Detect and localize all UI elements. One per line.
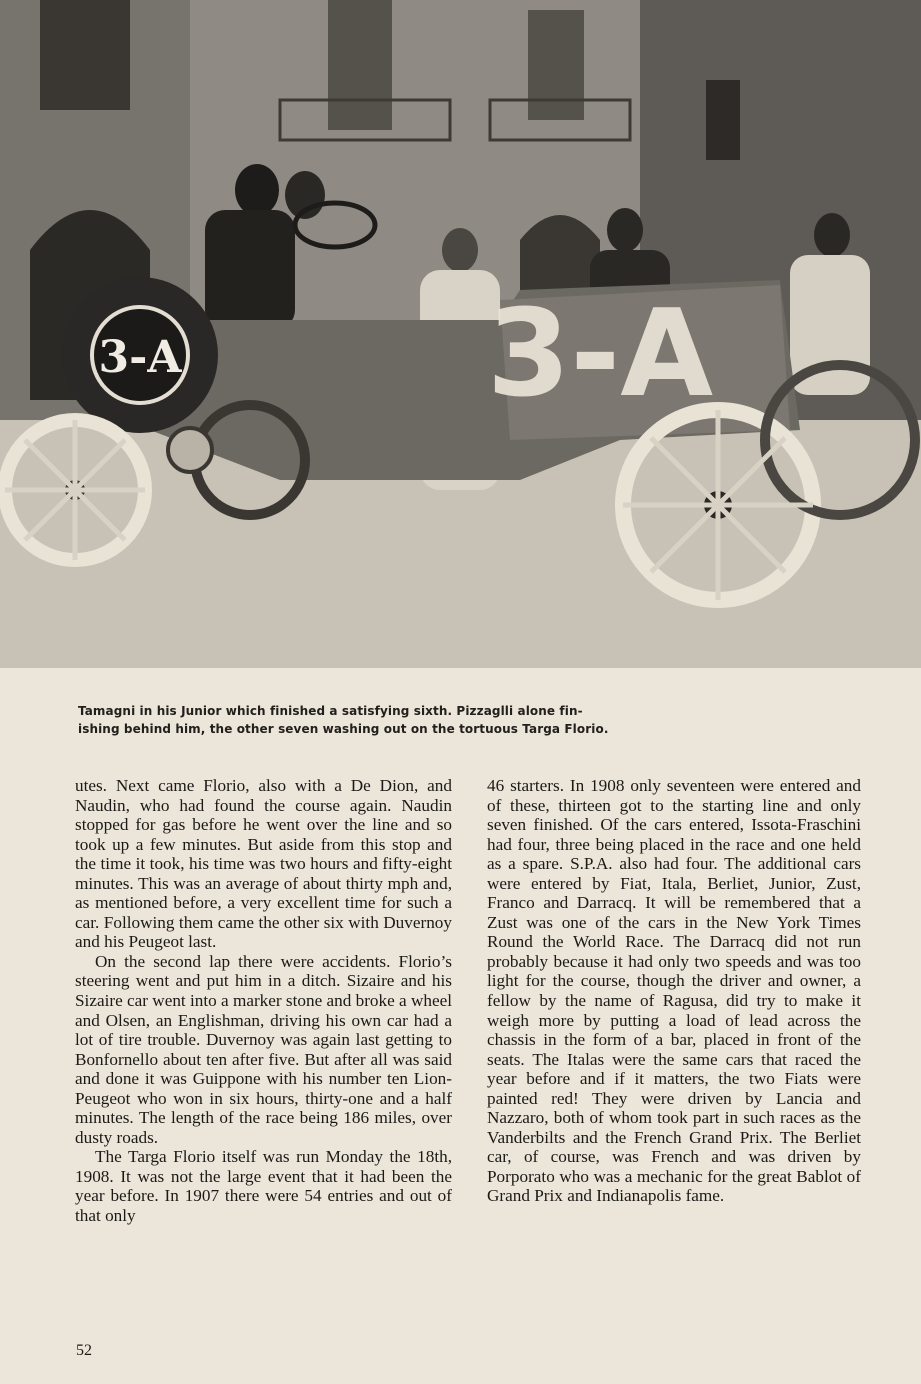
car-number-front: 3-A <box>98 332 182 383</box>
caption-line-1: Tamagni in his Junior which finished a satisfying sixth. Pizzaglli alone fin- <box>78 704 583 718</box>
page-number: 52 <box>76 1342 92 1359</box>
photo-caption <box>78 702 858 738</box>
caption-line-2: ishing behind him, the other seven washing out on the tortuous Targa Florio. <box>78 722 609 736</box>
right-paragraph-1: 46 starters. In 1908 only seventeen were entered and of these, thirteen got to the starting line and only seven finished. Of the cars entered, Issota-Fraschini had four, three being placed in the race and one held as a spare. S.P.A. also had four. The additional cars were entered by Fiat, Itala, Berliet, Junior, Zust, Franco and Darracq. It will be remembered that a Zust was one of the cars in the New York Times Round the World Race. The Darracq did not run probably because it had only two speeds and was too light for the course, though the driver and owner, a fellow by the name of Ragusa, did try to make it weigh more by putting a load of lead across the chassis in the form of a bar, placed in front of the seats. The Italas were the same cars that raced the year before and if it matters, the two Fiats were painted red! They were driven by Lancia and Nazzaro, both of whom took part in such races as the Vanderbilts and the French Grand Prix. The Berliet car, of course, was French and was driven by Porporato who was a mechanic for the great Bablot of Grand Prix and Indianapolis fame. <box>487 776 861 1206</box>
right-column <box>487 776 861 1206</box>
car-number-side: 3-A <box>486 285 714 424</box>
left-column <box>75 776 452 1226</box>
left-paragraph-1: utes. Next came Florio, also with a De Dion, and Naudin, who had found the course again. Naudin stopped for gas before he went over the line and so took up a few minutes. But aside from this stop and the time it took, his time was two hours and fifty-eight minutes. This was an average of about thirty mph and, as mentioned before, a very excellent time for such a car. Following them came the other six with Duvernoy and his Peugeot last. <box>75 776 452 952</box>
photo-illustration <box>0 0 921 668</box>
left-paragraph-2: On the second lap there were accidents. Florio’s steering went and put him in a ditch. Sizaire and his Sizaire car went into a marker stone and broke a wheel and Olsen, an Englishman, driving his own car had a lot of tire trouble. Duvernoy was again last getting to Bonfornello about ten after five. But after all was said and done it was Guippone with his number ten Lion-Peugeot who won in six hours, thirty-one and a half minutes. The length of the race being 186 miles, over dusty roads. <box>75 951 453 1147</box>
vintage-race-car-photo <box>0 0 921 668</box>
left-paragraph-3: The Targa Florio itself was run Monday the 18th, 1908. It was not the large event that it had been the year before. In 1907 there were 54 entries and out of that only <box>75 1147 452 1226</box>
